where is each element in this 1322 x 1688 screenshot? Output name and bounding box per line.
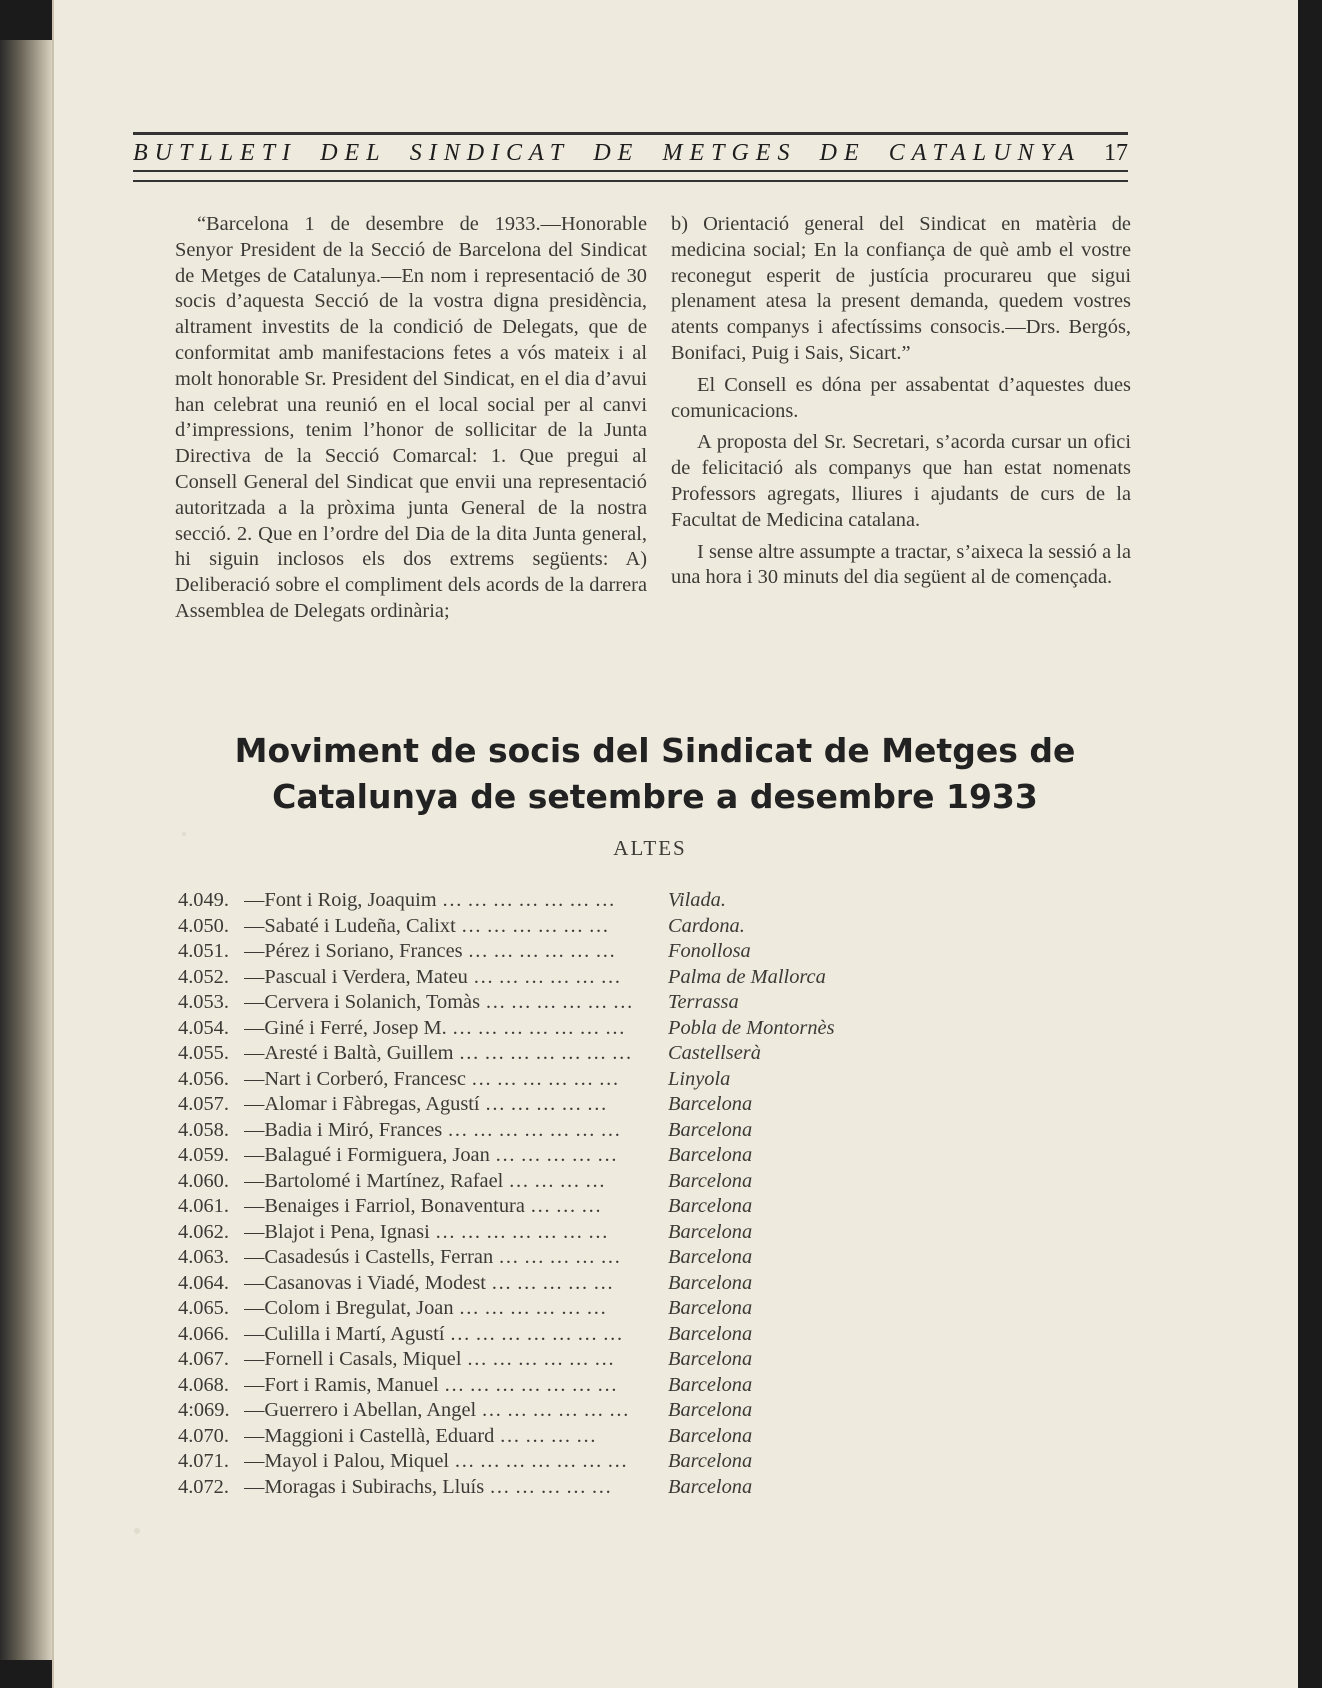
member-name: —Badia i Miró, Frances … … … … … … … [244,1118,621,1141]
member-name: —Moragas i Subirachs, Lluís … … … … … [244,1475,612,1498]
running-head-word: BUTLLETI [133,139,298,166]
member-place: Barcelona [668,1220,753,1243]
page-number: 17 [1103,139,1128,166]
member-name: —Casadesús i Castells, Ferran … … … … … [244,1246,621,1269]
member-place: Barcelona [668,1246,753,1269]
header-rule-bottom [133,170,1128,172]
list-item [178,1016,1078,1042]
member-name: —Aresté i Baltà, Guillem … … … … … … … [244,1042,632,1065]
member-number: 4.053. [178,991,229,1014]
subsection-heading: ALTES [613,836,687,860]
member-name: —Culilla i Martí, Agustí … … … … … … … [244,1322,623,1345]
member-number: 4.060. [178,1169,229,1192]
right-column [671,212,1131,597]
list-item [178,1347,1078,1373]
running-head-word: DE [593,139,640,166]
member-place: Pobla de Montornès [668,1016,835,1039]
running-head-word: METGES [662,139,797,166]
list-item [178,1092,1078,1118]
member-place: Fonollosa [668,940,751,963]
member-number: 4.068. [178,1373,229,1396]
member-name: —Nart i Corberó, Francesc … … … … … … [244,1067,619,1090]
member-number: 4.064. [178,1271,229,1294]
left-column [175,212,647,631]
paragraph: El Consell es dóna per assabentat d’aquestes dues comunicacions. [671,373,1131,422]
member-name: —Sabaté i Ludeña, Calixt … … … … … … [244,914,609,937]
member-name: —Benaiges i Farriol, Bonaventura … … … [244,1195,602,1218]
running-head-word: DE [819,139,866,166]
running-head-word: DEL [320,139,387,166]
paragraph: I sense altre assumpte a tractar, s’aixeca la sessió a la una hora i 30 minuts del dia següent al de començada. [671,540,1131,589]
running-head-word: SINDICAT [409,139,571,166]
member-place: Castellserà [668,1042,761,1065]
member-place: Barcelona [668,1093,753,1116]
member-name: —Guerrero i Abellan, Angel … … … … … … [244,1399,630,1422]
list-item [178,1041,1078,1067]
member-place: Barcelona [668,1297,753,1320]
member-place: Linyola [668,1067,731,1090]
list-item [178,1143,1078,1169]
member-number: 4.071. [178,1450,229,1473]
member-name: —Blajot i Pena, Ignasi … … … … … … … [244,1220,609,1243]
list-item [178,1424,1078,1450]
book-spine-shadow [0,40,52,1660]
member-place: Barcelona [668,1144,753,1167]
header-rule-top [133,132,1128,135]
member-number: 4.057. [178,1093,229,1116]
member-place: Cardona. [668,914,745,937]
member-name: —Colom i Bregulat, Joan … … … … … … [244,1297,607,1320]
member-name: —Fornell i Casals, Miquel … … … … … … [244,1348,615,1371]
paragraph: A proposta del Sr. Secretari, s’acorda cursar un ofici de felicitació als companys que han estat nomenats Professors agregats, lliures i ajudants de curs de la Facultat de Medicina catalana. [671,431,1131,531]
list-item [178,1118,1078,1144]
paper-stain [182,832,186,836]
paper-stain [134,1528,140,1534]
running-head-word: CATALUNYA [888,139,1081,166]
member-name: —Maggioni i Castellà, Eduard … … … … [244,1424,597,1447]
member-name: —Fort i Ramis, Manuel … … … … … … … [244,1373,618,1396]
member-number: 4.059. [178,1144,229,1167]
member-place: Palma de Mallorca [668,965,826,988]
member-place: Barcelona [668,1169,753,1192]
member-number: 4.067. [178,1348,229,1371]
member-place: Barcelona [668,1450,753,1473]
list-item [178,1373,1078,1399]
paragraph: “Barcelona 1 de desembre de 1933.—Honorable Senyor President de la Secció de Barcelona del Sindicat de Metges de Catalunya.—En nom i representació de 30 socis d’aquesta Secció de la vostra digna presidència, altrament investits de la condició de Delegats, que de conformitat amb manifestacions fetes a vós mateix i al molt honorable Sr. President del Sindicat, en el dia d’avui han celebrat una reunió en el local social per al canvi d’impressions, tenim l’honor de sollicitar de la Junta Directiva de la Secció Comarcal: 1. Que pregui al Consell General del Sindicat que envii una representació autoritzada a la pròxima junta General de la nostra secció. 2. Que en l’ordre del Dia de la dita Junta general, hi siguin inclosos els dos extrems següents: A) Deliberació sobre el compliment dels acords de la darrera Assemblea de Delegats ordinària; [175,213,647,622]
list-item [178,990,1078,1016]
member-place: Terrassa [668,991,739,1014]
list-item [178,1220,1078,1246]
member-name: —Font i Roig, Joaquim … … … … … … … [244,889,616,912]
list-item [178,888,1078,914]
member-place: Barcelona [668,1424,753,1447]
member-name: —Alomar i Fàbregas, Agustí … … … … … [244,1093,608,1116]
member-number: 4.051. [178,940,229,963]
member-number: 4.065. [178,1297,229,1320]
member-place: Barcelona [668,1373,753,1396]
list-item [178,965,1078,991]
member-place: Barcelona [668,1271,753,1294]
list-item [178,1169,1078,1195]
member-number: 4.054. [178,1016,229,1039]
member-name: —Balagué i Formiguera, Joan … … … … … [244,1144,618,1167]
member-number: 4.066. [178,1322,229,1345]
list-item [178,1271,1078,1297]
list-item [178,1245,1078,1271]
member-name: —Giné i Ferré, Josep M. … … … … … … … [244,1016,626,1039]
member-place: Barcelona [668,1348,753,1371]
list-item [178,1067,1078,1093]
member-place: Vilada. [668,889,726,912]
member-place: Barcelona [668,1399,753,1422]
member-number: 4:069. [178,1399,230,1422]
member-number: 4.062. [178,1220,229,1243]
header-rule-bottom [133,180,1128,182]
member-number: 4.058. [178,1118,229,1141]
paragraph: b) Orientació general del Sindicat en matèria de medicina social; En la confiança de què amb el vostre reconegut esperit de justícia procurareu que sigui plenament atesa la present demanda, quedem vostres atents companys i afectíssims consocis.—Drs. Bergós, Bonifaci, Puig i Sais, Sicart.” [671,213,1131,364]
member-name: —Casanovas i Viadé, Modest … … … … … [244,1271,614,1294]
list-item [178,914,1078,940]
list-item [178,1194,1078,1220]
member-name: —Bartolomé i Martínez, Rafael … … … … [244,1169,606,1192]
member-number: 4.056. [178,1067,229,1090]
list-item [178,1296,1078,1322]
member-number: 4.063. [178,1246,229,1269]
member-place: Barcelona [668,1322,753,1345]
list-item [178,939,1078,965]
members-list [178,888,1078,1500]
member-name: —Pérez i Soriano, Frances … … … … … … [244,940,616,963]
member-place: Barcelona [668,1195,753,1218]
member-name: —Cervera i Solanich, Tomàs … … … … … … [244,991,633,1014]
running-head [133,138,1128,168]
member-name: —Mayol i Palou, Miquel … … … … … … … [244,1450,628,1473]
member-number: 4.072. [178,1475,229,1498]
list-item [178,1398,1078,1424]
member-number: 4.052. [178,965,229,988]
member-number: 4.055. [178,1042,229,1065]
member-place: Barcelona [668,1118,753,1141]
member-number: 4.070. [178,1424,229,1447]
member-name: —Pascual i Verdera, Mateu … … … … … … [244,965,621,988]
list-item [178,1449,1078,1475]
section-title: Moviment de socis del Sindicat de Metges de Catalunya de setembre a desembre 1933 [234,731,1076,816]
list-item [178,1475,1078,1501]
member-number: 4.050. [178,914,229,937]
member-place: Barcelona [668,1475,753,1498]
member-number: 4.061. [178,1195,229,1218]
list-item [178,1322,1078,1348]
member-number: 4.049. [178,889,229,912]
